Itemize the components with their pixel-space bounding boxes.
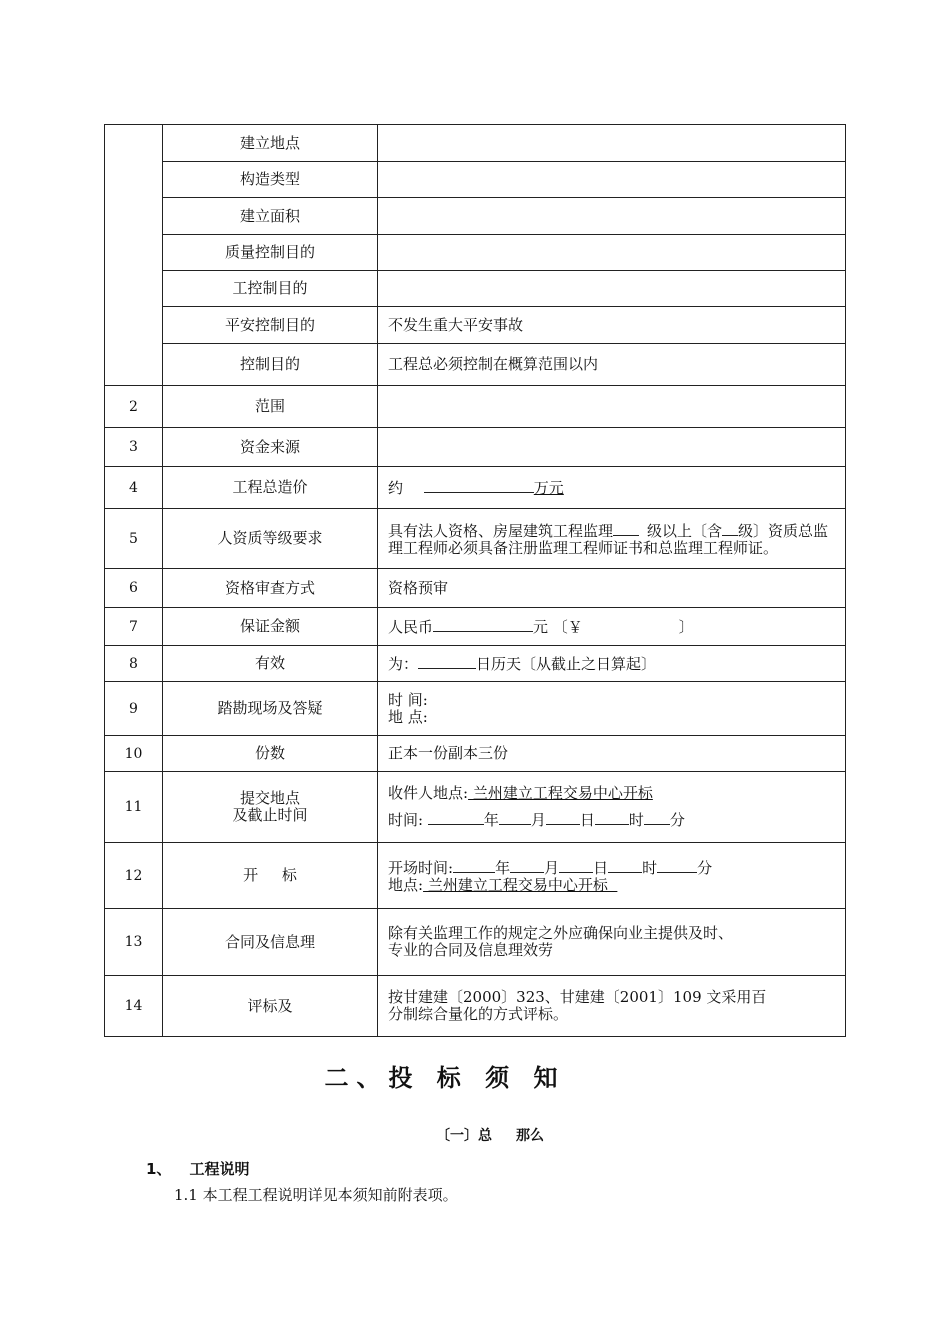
heading-number: 1、 (146, 1160, 172, 1178)
item-cell: 合同及信息理 (163, 909, 378, 976)
row-number-cell: 4 (105, 467, 163, 509)
item-cell (163, 772, 378, 843)
heading-text: 工程说明 (189, 1160, 250, 1178)
deadline-line (388, 810, 837, 829)
table-row (105, 162, 846, 198)
evaluation-text-line-2: 分制综合量化的方式评标。 (388, 1005, 569, 1023)
value-cell (378, 198, 846, 235)
table-row (105, 428, 846, 467)
value-cell (378, 608, 846, 646)
item-cell: 建立地点 (163, 125, 378, 162)
grade-blank (613, 521, 639, 536)
value-cell (378, 646, 846, 682)
value-cell (378, 772, 846, 843)
item-cell: 建立面积 (163, 198, 378, 235)
item-cell: 资格审查方式 (163, 569, 378, 608)
value-cell (378, 909, 846, 976)
minute-blank (644, 810, 670, 825)
row-number-cell: 2 (105, 386, 163, 428)
hour-label: 时 (642, 858, 658, 877)
value-cell (378, 271, 846, 307)
hour-label: 时 (628, 811, 644, 829)
close-paren: 〕 (678, 618, 694, 636)
amount-blank (424, 478, 534, 493)
value-cell (378, 235, 846, 271)
receipt-place-value: 兰州建立工程交易中心开标 (468, 784, 653, 802)
qualification-text-a: 具有法人资格、房屋建筑工程监理 (388, 521, 614, 540)
table-row (105, 736, 846, 772)
year-blank (453, 858, 495, 873)
hour-blank (595, 810, 629, 825)
row-number-cell: 8 (105, 646, 163, 682)
item-cell: 控制目的 (163, 344, 378, 386)
subsection-left: 〔一〕总 (436, 1128, 492, 1144)
minute-label: 分 (697, 858, 713, 877)
row-number-cell: 6 (105, 569, 163, 608)
evaluation-text-line-1: 按甘建建〔2000〕323、甘建建〔2001〕109 文采用百 (388, 988, 767, 1006)
value-cell (378, 976, 846, 1037)
opening-place-line (388, 877, 837, 894)
item-cell: 开 标 (163, 843, 378, 909)
table-row (105, 307, 846, 344)
subsection-right: 那么 (516, 1128, 544, 1144)
value-cell: 工程总必须控制在概算范围以内 (378, 344, 846, 386)
unit-label: 万元 (533, 479, 564, 497)
table-row (105, 271, 846, 307)
table-row (105, 235, 846, 271)
value-cell: 资格预审 (378, 569, 846, 608)
table-row (105, 772, 846, 843)
grade-blank-2 (722, 521, 738, 536)
opening-time-label: 开场时间: (388, 858, 454, 877)
item-cell: 工控制目的 (163, 271, 378, 307)
approx-label: 约 (388, 479, 404, 497)
yuan-label: 元 〔￥ (533, 618, 583, 636)
heading (146, 1158, 249, 1179)
day-blank (546, 810, 580, 825)
row-number-cell: 12 (105, 843, 163, 909)
item-cell: 保证金额 (163, 608, 378, 646)
value-cell: 正本一份副本三份 (378, 736, 846, 772)
table-row (105, 125, 846, 162)
item-cell: 平安控制目的 (163, 307, 378, 344)
value-cell (378, 682, 846, 736)
year-label: 年 (495, 858, 511, 877)
paragraph: 1.1 本工程工程说明详见本须知前附表项。 (174, 1186, 458, 1204)
table-row (105, 467, 846, 509)
opening-time-line (388, 858, 837, 877)
value-cell (378, 843, 846, 909)
month-label: 月 (530, 811, 546, 829)
days-blank (418, 654, 476, 669)
site-visit-time: 时 间: (388, 690, 428, 709)
table-row (105, 509, 846, 569)
item-cell: 范围 (163, 386, 378, 428)
qualification-text-b: 级以上〔含 (647, 521, 723, 540)
value-cell (378, 467, 846, 509)
site-visit-place: 地 点: (388, 707, 428, 726)
month-blank (510, 858, 544, 873)
table-row (105, 569, 846, 608)
contract-text-line-2: 专业的合同及信息理效劳 (388, 941, 554, 959)
item-cell: 份数 (163, 736, 378, 772)
validity-label: 为： (388, 655, 419, 673)
minute-label: 分 (669, 811, 685, 829)
row-number-cell: 5 (105, 509, 163, 569)
item-cell: 人资质等级要求 (163, 509, 378, 569)
row-number-cell: 14 (105, 976, 163, 1037)
section-title: 二、投 标 须 知 (324, 1064, 566, 1092)
receipt-place-label: 收件人地点: (388, 784, 469, 802)
opening-place-value: 兰州建立工程交易中心开标 (423, 875, 618, 894)
value-cell: 不发生重大平安事故 (378, 307, 846, 344)
item-line-2: 及截止时间 (232, 806, 308, 824)
year-label: 年 (483, 811, 499, 829)
row-number-cell: 11 (105, 772, 163, 843)
tender-info-table (104, 124, 846, 1037)
item-cell: 构造类型 (163, 162, 378, 198)
item-cell: 资金来源 (163, 428, 378, 467)
value-cell (378, 386, 846, 428)
table-row (105, 843, 846, 909)
table-row (105, 608, 846, 646)
item-cell: 踏勘现场及答疑 (163, 682, 378, 736)
amount-blank (433, 617, 533, 632)
item-line-1: 提交地点 (239, 789, 300, 807)
item-cell: 有效 (163, 646, 378, 682)
table-row (105, 646, 846, 682)
qualification-text-c: 级〕资质总监理工程师必须具备注册监理工程师证书和总监理工程师证。 (388, 521, 829, 557)
value-cell (378, 509, 846, 569)
value-cell (378, 428, 846, 467)
item-cell: 质量控制目的 (163, 235, 378, 271)
currency-label: 人民币 (388, 618, 434, 636)
opening-place-label: 地点: (388, 875, 424, 894)
table-row (105, 344, 846, 386)
month-label: 月 (544, 858, 560, 877)
deadline-label: 时间: (388, 811, 424, 829)
row-number-cell: 10 (105, 736, 163, 772)
day-label: 日 (579, 811, 595, 829)
month-blank (499, 810, 531, 825)
item-cell: 评标及 (163, 976, 378, 1037)
table-row (105, 976, 846, 1037)
table-row (105, 386, 846, 428)
year-blank (428, 810, 484, 825)
value-cell (378, 162, 846, 198)
table-row (105, 198, 846, 235)
validity-text: 日历天〔从截止之日算起〕 (476, 655, 657, 673)
row-number-cell: 7 (105, 608, 163, 646)
row-number-cell (105, 125, 163, 386)
row-number-cell: 9 (105, 682, 163, 736)
day-blank (559, 858, 593, 873)
row-number-cell: 13 (105, 909, 163, 976)
hour-blank (608, 858, 642, 873)
day-label: 日 (593, 858, 609, 877)
row-number-cell: 3 (105, 428, 163, 467)
contract-text-line-1: 除有关监理工作的规定之外应确保向业主提供及时、 (388, 924, 734, 942)
table-row (105, 682, 846, 736)
subsection-title (0, 1125, 950, 1145)
minute-blank (657, 858, 697, 873)
item-cell: 工程总造价 (163, 467, 378, 509)
receipt-place-line (388, 785, 837, 802)
table-row (105, 909, 846, 976)
value-cell (378, 125, 846, 162)
